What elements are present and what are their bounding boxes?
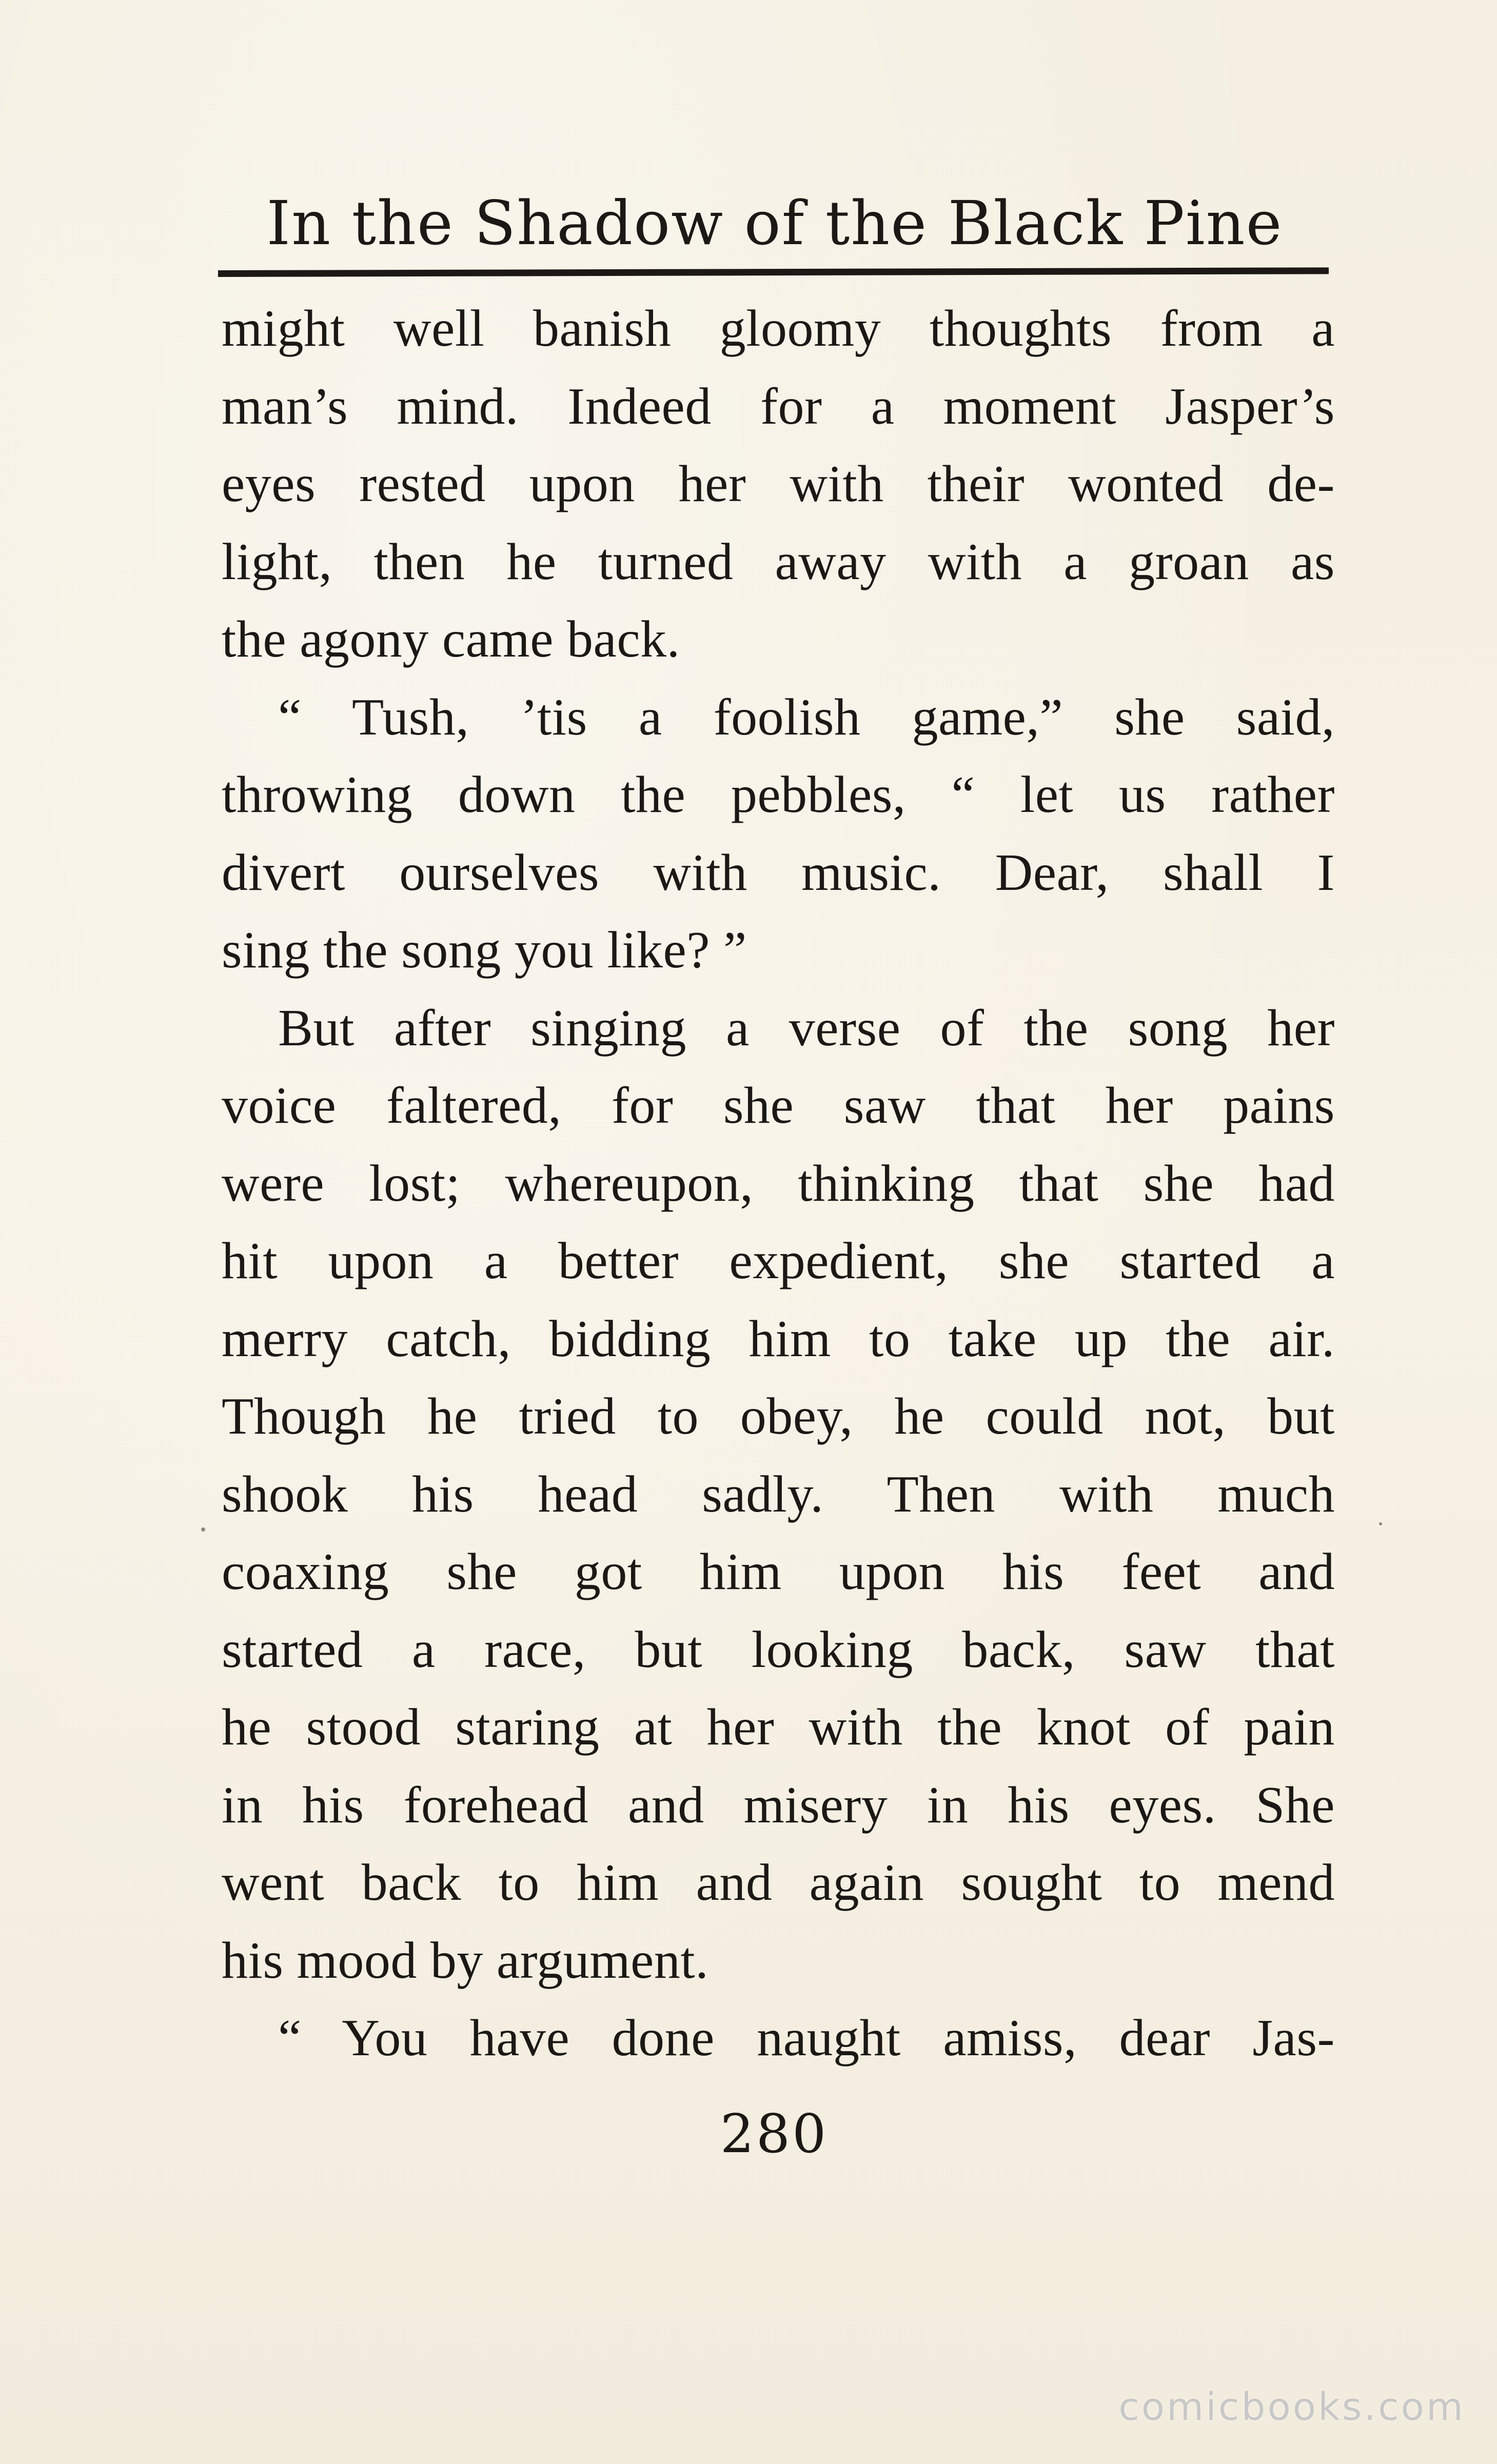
- running-head: In the Shadow of the Black Pine: [266, 188, 1283, 259]
- text-line: the agony came back.: [222, 610, 680, 668]
- text-line: throwing down the pebbles, “ let us rather: [222, 766, 1335, 824]
- text-line: he stood staring at her with the knot of pain: [222, 1698, 1335, 1756]
- text-line: coaxing she got him upon his feet and: [222, 1543, 1335, 1601]
- text-line: “ Tush, ’tis a foolish game,” she said,: [278, 688, 1335, 746]
- text-line: shook his head sadly. Then with much: [222, 1465, 1335, 1523]
- text-line: might well banish gloomy thoughts from a: [222, 300, 1335, 357]
- paper-speck: [1379, 1522, 1382, 1525]
- text-line: voice faltered, for she saw that her pains: [222, 1077, 1335, 1135]
- text-line: hit upon a better expedient, she started a: [222, 1232, 1335, 1290]
- text-line: divert ourselves with music. Dear, shall I: [222, 843, 1335, 902]
- text-line: man’s mind. Indeed for a moment Jasper’s: [222, 377, 1335, 435]
- text-line: in his forehead and misery in his eyes. She: [222, 1776, 1335, 1834]
- text-line: sing the song you like? ”: [222, 921, 747, 979]
- text-line: Though he tried to obey, he could not, but: [222, 1387, 1335, 1445]
- text-line: his mood by argument.: [222, 1931, 709, 1990]
- text-line: “ You have done naught amiss, dear Jas-: [278, 2009, 1335, 2067]
- text-line: eyes rested upon her with their wonted de-: [222, 455, 1335, 513]
- page-number: 280: [720, 2102, 829, 2165]
- text-line: merry catch, bidding him to take up the air.: [222, 1309, 1335, 1368]
- text-line: started a race, but looking back, saw that: [222, 1620, 1335, 1679]
- text-line: went back to him and again sought to mend: [222, 1854, 1335, 1912]
- paper-speck: [201, 1527, 205, 1532]
- header-rule: [218, 267, 1329, 277]
- text-line: But after singing a verse of the song her: [278, 999, 1335, 1057]
- watermark: comicbooks.com: [1118, 2385, 1465, 2429]
- text-line: were lost; whereupon, thinking that she had: [222, 1154, 1335, 1213]
- body-text: [222, 290, 1335, 2077]
- text-line: light, then he turned away with a groan as: [222, 532, 1335, 591]
